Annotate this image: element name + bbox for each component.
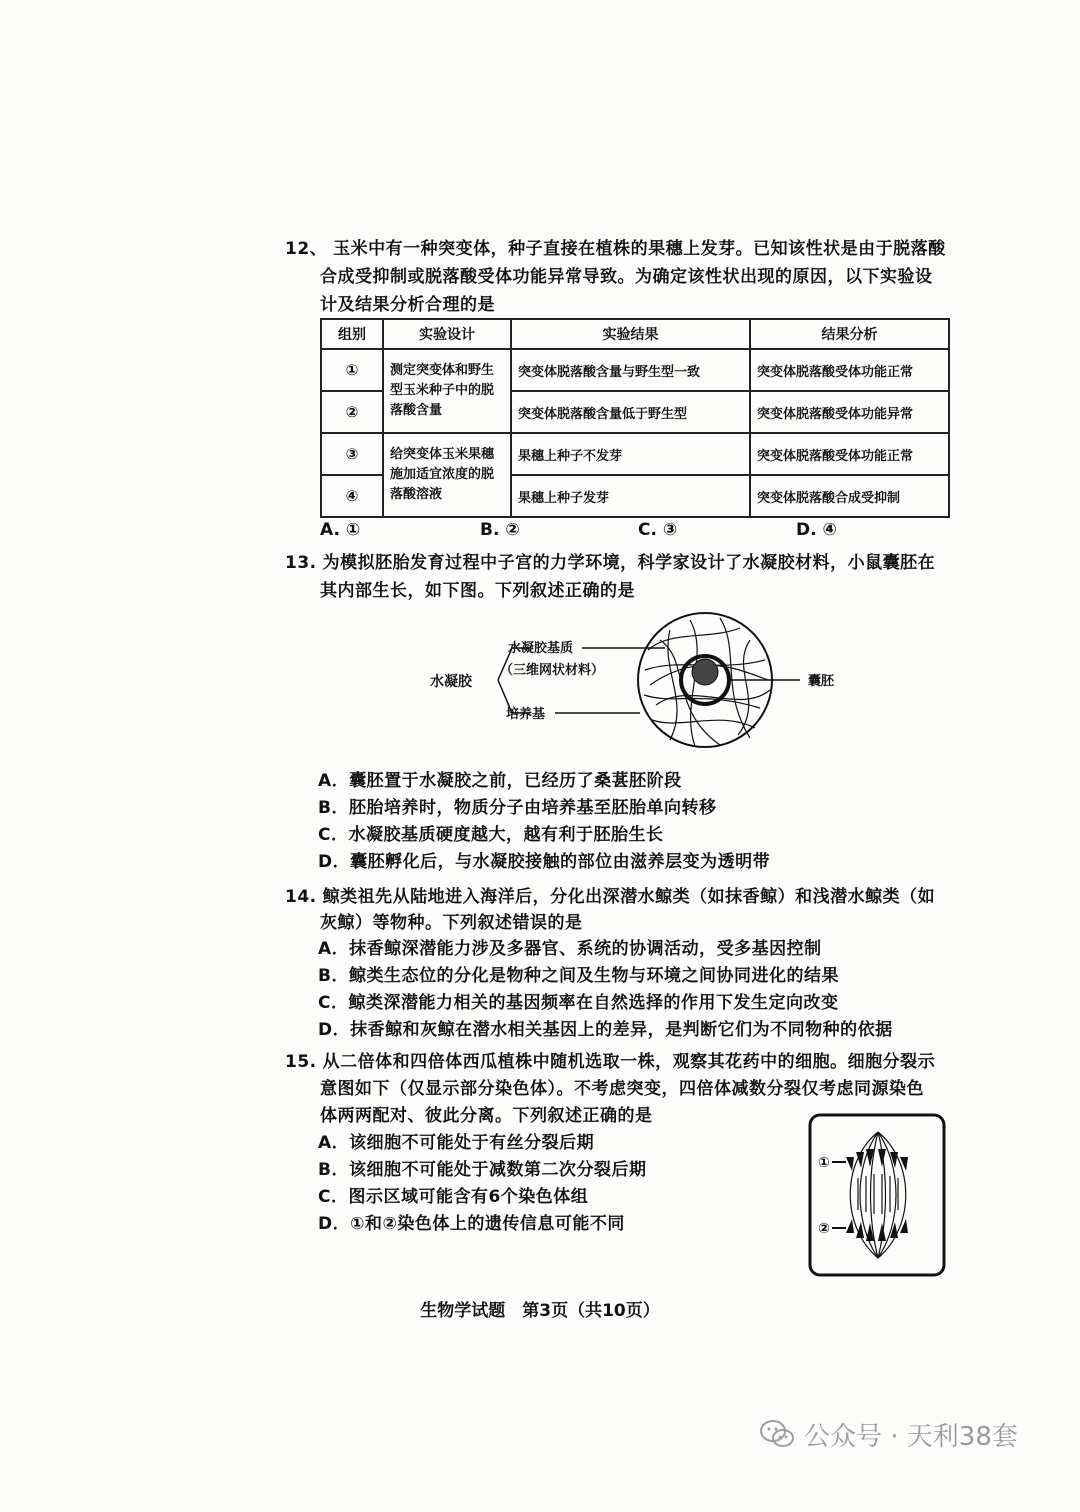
watermark-text: 公众号 · 天利38套 [804,1421,1018,1452]
label-chromosome-1: ① [818,1155,830,1171]
analysis-cell: 突变体脱落酸合成受抑制 [750,475,949,517]
result-cell: 突变体脱落酸含量与野生型一致 [511,349,750,391]
group-cell: ② [321,391,383,433]
analysis-cell: 突变体脱落酸受体功能正常 [750,433,949,475]
header-design: 实验设计 [383,319,511,349]
group-cell: ① [321,349,383,391]
q12-option-a: A. ① [320,520,361,540]
header-analysis: 结果分析 [750,319,949,349]
group-cell: ④ [321,475,383,517]
q13-option-d: D．囊胚孵化后，与水凝胶接触的部位由滋养层变为透明带 [318,852,771,872]
q13-option-b: B．胚胎培养时，物质分子由培养基至胚胎单向转移 [318,798,717,818]
q15-number: 15. [285,1052,317,1072]
q12-option-c: C. ③ [638,520,678,540]
q12-experiment-table [320,318,950,518]
q14-number: 14. [285,887,317,907]
q12-stem-line2: 合成受抑制或脱落酸受体功能异常导致。为确定该性状出现的原因，以下实验设 [320,267,933,287]
header-group: 组别 [321,319,383,349]
table-row [321,349,949,391]
q14-option-c: C．鲸类深潜能力相关的基因频率在自然选择的作用下发生定向改变 [318,993,839,1013]
result-cell: 果穗上种子不发芽 [511,433,750,475]
label-matrix: 水凝胶基质 [508,641,574,656]
wechat-icon [760,1419,794,1449]
label-medium: 培养基 [506,707,546,722]
q15-option-d: D．①和②染色体上的遗传信息可能不同 [318,1214,625,1234]
q14-option-d: D．抹香鲸和灰鲸在潜水相关基因上的差异，是判断它们为不同物种的依据 [318,1020,893,1040]
q13-stem-line1: 13. 为模拟胚胎发育过程中子宫的力学环境，科学家设计了水凝胶材料，小鼠囊胚在 [285,553,936,573]
q14-stem-line1: 14. 鲸类祖先从陆地进入海洋后，分化出深潜水鲸类（如抹香鲸）和浅潜水鲸类（如 [285,887,936,907]
result-cell: 突变体脱落酸含量低于野生型 [511,391,750,433]
q12-stem-line3: 计及结果分析合理的是 [320,295,495,315]
page-footer: 生物学试题 第3页（共10页） [420,1301,660,1321]
q15-option-c: C．图示区域可能含有6个染色体组 [318,1187,589,1207]
table-header-row [321,319,949,349]
label-chromosome-2: ② [818,1221,830,1237]
analysis-cell: 突变体脱落酸受体功能正常 [750,349,949,391]
q12-option-b: B. ② [480,520,520,540]
q15-option-a: A．该细胞不可能处于有丝分裂后期 [318,1133,595,1153]
watermark [760,1414,1018,1454]
q15-stem-line2: 意图如下（仅显示部分染色体）。不考虑突变，四倍体减数分裂仅考虑同源染色 [320,1079,924,1099]
q13-option-a: A．囊胚置于水凝胶之前，已经历了桑葚胚阶段 [318,771,682,791]
q12-number: 12、 [285,239,328,259]
group-cell: ③ [321,433,383,475]
analysis-cell: 突变体脱落酸受体功能异常 [750,391,949,433]
q13-number: 13. [285,553,317,573]
q15-stem-line3: 体两两配对、彼此分离。下列叙述正确的是 [320,1106,653,1126]
q12-stem-line1: 12、 玉米中有一种突变体，种子直接在植株的果穗上发芽。已知该性状是由于脱落酸 [285,234,946,259]
q14-option-a: A．抹香鲸深潜能力涉及多器官、系统的协调活动，受多基因控制 [318,939,822,959]
header-result: 实验结果 [511,319,750,349]
design-cell: 给突变体玉米果穗施加适宜浓度的脱落酸溶液 [383,433,511,517]
q13-option-c: C．水凝胶基质硬度越大，越有利于胚胎生长 [318,825,664,845]
label-matrix-note: （三维网状材料） [500,663,605,678]
q13-hydrogel-figure [420,610,860,760]
q15-cell-division-figure [806,1112,948,1278]
result-cell: 果穗上种子发芽 [511,475,750,517]
q14-stem-line2: 灰鲸）等物种。下列叙述错误的是 [320,913,583,933]
design-cell: 测定突变体和野生型玉米种子中的脱落酸含量 [383,349,511,433]
q12-option-d: D. ④ [796,520,837,540]
q15-option-b: B．该细胞不可能处于减数第二次分裂后期 [318,1160,647,1180]
q14-option-b: B．鲸类生态位的分化是物种之间及生物与环境之间协同进化的结果 [318,966,839,986]
table-row [321,433,949,475]
q13-stem-line2: 其内部生长，如下图。下列叙述正确的是 [320,581,635,601]
q15-stem-line1: 15. 从二倍体和四倍体西瓜植株中随机选取一株，观察其花药中的细胞。细胞分裂示 [285,1052,936,1072]
label-hydrogel: 水凝胶 [430,674,472,690]
label-blastocyst: 囊胚 [808,674,835,689]
